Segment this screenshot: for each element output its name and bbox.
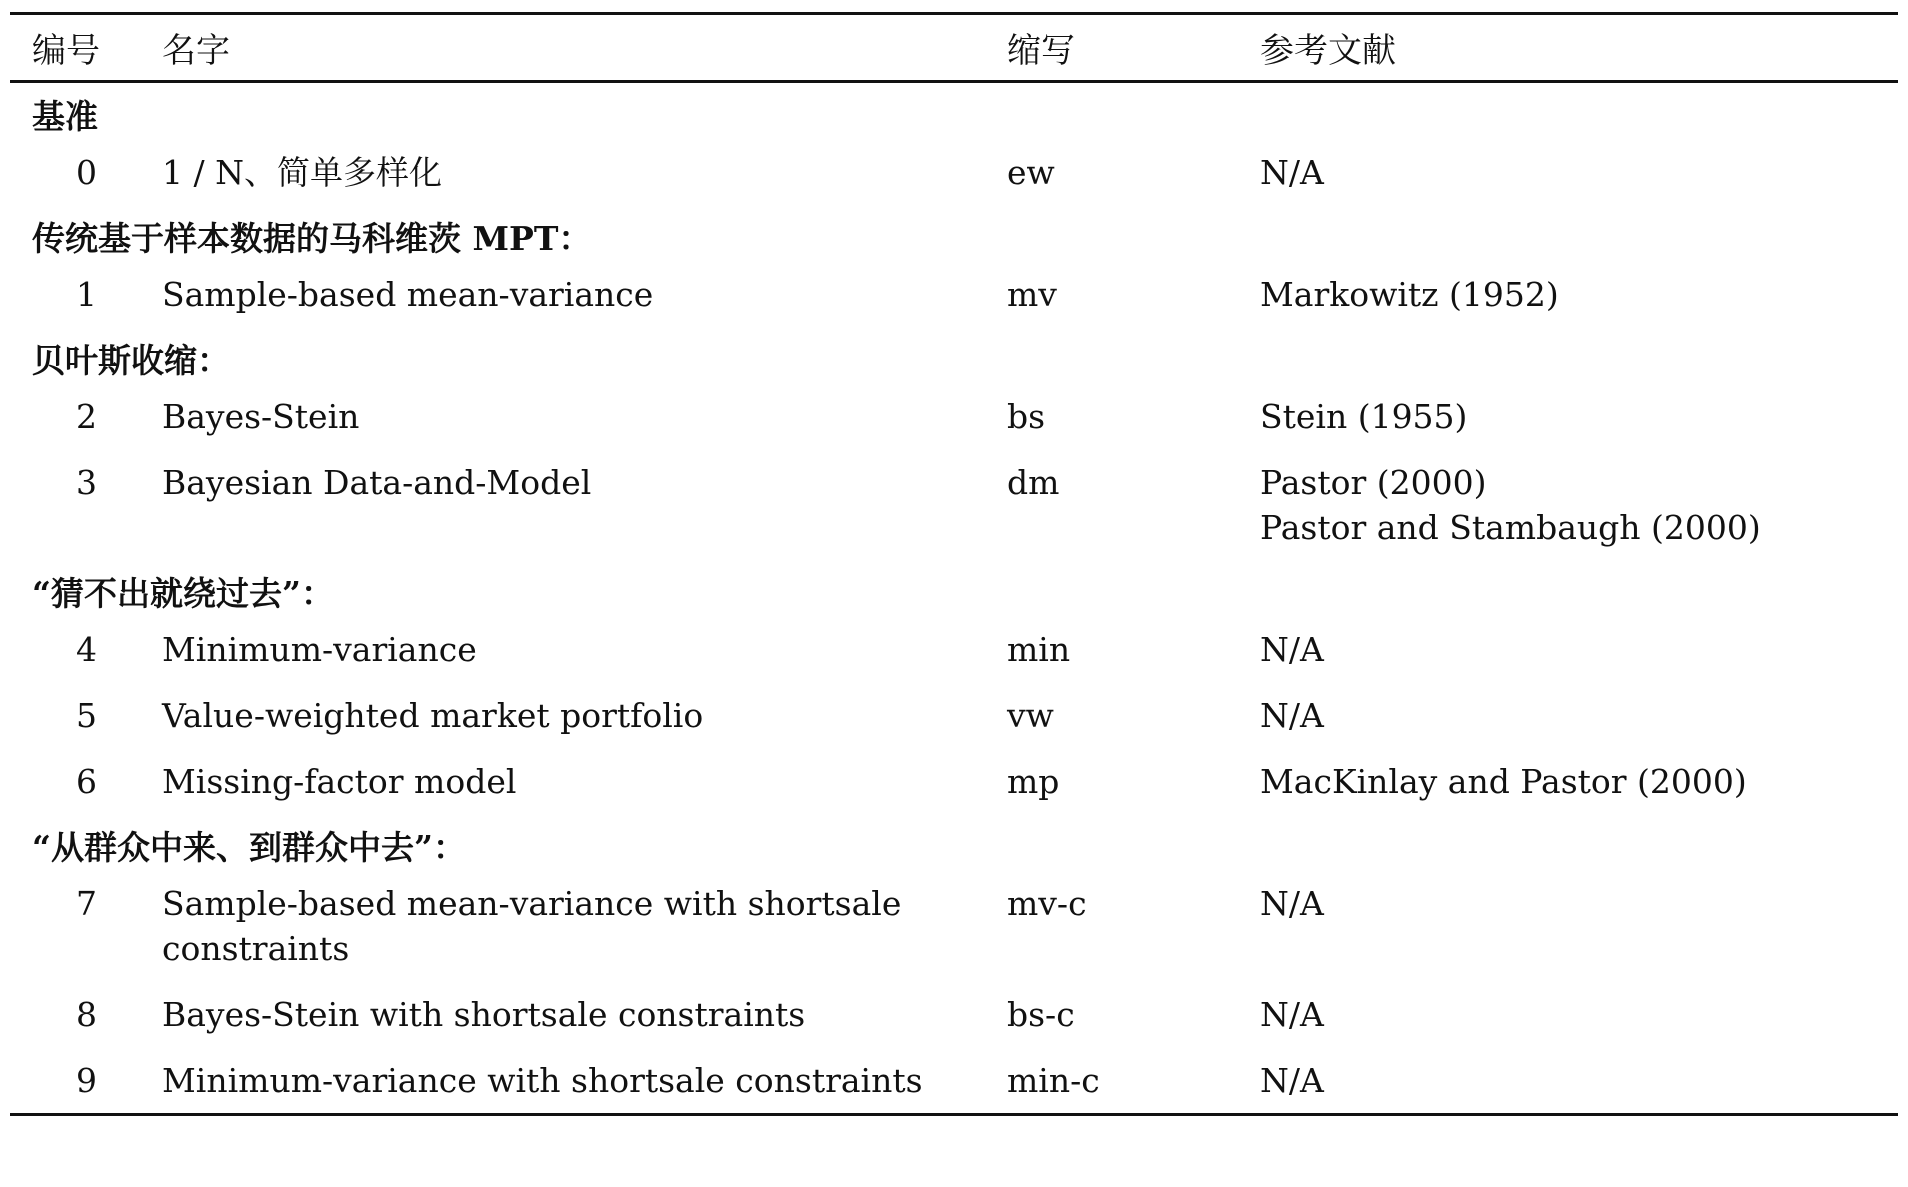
group-title: 传统基于样本数据的马科维茨 MPT： (32, 219, 592, 258)
reference-line: Stein (1955) (1260, 397, 1468, 436)
row-reference (1260, 981, 1898, 1047)
row-abbreviation: mv (1007, 275, 1057, 314)
table-row (10, 139, 1898, 205)
row-name: Sample-based mean-variance (162, 275, 654, 314)
reference-line: N/A (1260, 630, 1324, 669)
table-row (10, 261, 1898, 327)
row-number: 8 (76, 995, 97, 1034)
row-number: 6 (76, 762, 97, 801)
row-name: Sample-based mean-variance with shortsale constraints (162, 884, 902, 968)
row-reference (1260, 261, 1898, 327)
table-body (10, 82, 1898, 1115)
row-number: 1 (76, 275, 97, 314)
row-reference (1260, 870, 1898, 981)
row-number: 5 (76, 696, 97, 735)
group-row (10, 814, 1898, 870)
table-row (10, 383, 1898, 449)
group-row (10, 82, 1898, 140)
row-number: 7 (76, 884, 97, 923)
header-ref: 参考文献 (1260, 14, 1898, 82)
row-abbreviation: ew (1007, 153, 1055, 192)
row-number: 2 (76, 397, 97, 436)
row-name: 1 / N、简单多样化 (162, 153, 442, 192)
table-row (10, 748, 1898, 814)
row-reference (1260, 139, 1898, 205)
group-title: 贝叶斯收缩： (32, 341, 230, 380)
row-name: Bayes-Stein with shortsale constraints (162, 995, 806, 1034)
table-row (10, 981, 1898, 1047)
row-reference (1260, 682, 1898, 748)
reference-line: MacKinlay and Pastor (2000) (1260, 762, 1747, 801)
reference-line: Pastor and Stambaugh (2000) (1260, 508, 1761, 547)
reference-line: N/A (1260, 1061, 1324, 1100)
table-header (10, 14, 1898, 82)
reference-line: N/A (1260, 884, 1324, 923)
group-title: 基准 (32, 97, 98, 136)
row-reference (1260, 748, 1898, 814)
group-row (10, 205, 1898, 261)
reference-line: N/A (1260, 153, 1324, 192)
row-abbreviation: dm (1007, 463, 1060, 502)
row-reference (1260, 449, 1898, 560)
group-title: “猜不出就绕过去”： (32, 574, 334, 613)
table-row (10, 1047, 1898, 1115)
row-name: Minimum-variance (162, 630, 477, 669)
header-name: 名字 (162, 14, 1007, 82)
row-reference (1260, 383, 1898, 449)
row-abbreviation: mp (1007, 762, 1060, 801)
row-reference (1260, 1047, 1898, 1115)
row-name: Minimum-variance with shortsale constraints (162, 1047, 1007, 1115)
table-row (10, 449, 1898, 560)
row-abbreviation: min (1007, 630, 1071, 669)
reference-line: Markowitz (1952) (1260, 275, 1559, 314)
table-row (10, 682, 1898, 748)
header-row (10, 14, 1898, 82)
table-row (10, 616, 1898, 682)
row-number: 3 (76, 463, 97, 502)
row-number: 9 (10, 1047, 162, 1115)
group-row (10, 560, 1898, 616)
group-title: “从群众中来、到群众中去”： (32, 828, 466, 867)
row-name: Missing-factor model (162, 762, 517, 801)
row-name: Bayesian Data-and-Model (162, 463, 592, 502)
row-abbreviation: bs (1007, 397, 1046, 436)
row-abbreviation: bs-c (1007, 995, 1075, 1034)
header-num: 编号 (10, 14, 162, 82)
row-abbreviation: vw (1007, 696, 1054, 735)
row-abbreviation: min-c (1007, 1047, 1260, 1115)
row-number: 4 (76, 630, 97, 669)
row-name: Value-weighted market portfolio (162, 696, 704, 735)
reference-line: N/A (1260, 995, 1324, 1034)
reference-line: Pastor (2000) (1260, 463, 1487, 502)
group-row (10, 327, 1898, 383)
table-row (10, 870, 1898, 981)
row-abbreviation: mv-c (1007, 884, 1087, 923)
header-abbr: 缩写 (1007, 14, 1260, 82)
strategy-table (10, 12, 1898, 1116)
row-name: Bayes-Stein (162, 397, 360, 436)
row-number: 0 (76, 153, 97, 192)
row-reference (1260, 616, 1898, 682)
reference-line: N/A (1260, 696, 1324, 735)
